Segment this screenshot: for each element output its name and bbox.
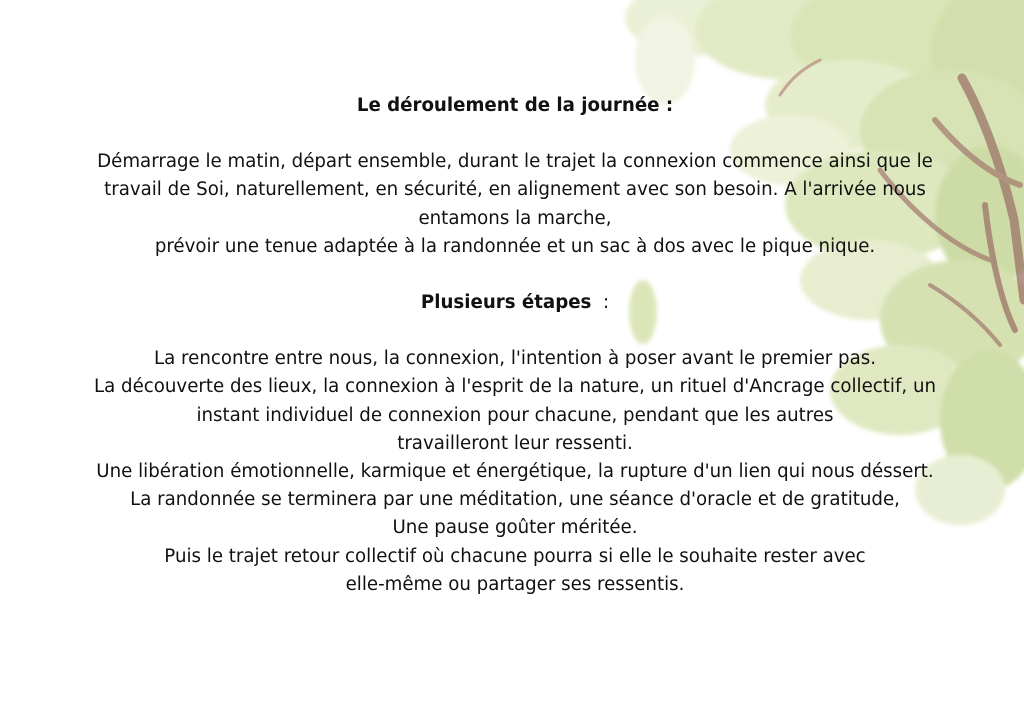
step-line: La rencontre entre nous, la connexion, l'intention à poser avant le premier pas. <box>154 348 876 370</box>
section-title-colon: : <box>659 95 674 116</box>
section-title-colon: : <box>591 292 610 314</box>
paragraph-line: travail de Soi, naturellement, en sécurité, en alignement avec son besoin. A l'arrivée nous <box>104 179 926 201</box>
step-line: elle-même ou partager ses ressentis. <box>345 573 685 595</box>
section-title-deroulement <box>60 92 970 120</box>
step-line: travailleront leur ressenti. <box>397 432 633 454</box>
section-title-text: Plusieurs étapes <box>420 292 592 314</box>
spacer <box>60 261 970 289</box>
spacer <box>60 120 970 148</box>
paragraph-line: Démarrage le matin, départ ensemble, durant le trajet la connexion commence ainsi que le <box>97 151 933 173</box>
section-title-etapes <box>60 289 970 317</box>
paragraph-line: prévoir une tenue adaptée à la randonnée et un sac à dos avec le pique nique. <box>154 235 876 257</box>
step-line: Une pause goûter méritée. <box>392 517 638 539</box>
step-line: La découverte des lieux, la connexion à l'esprit de la nature, un rituel d'Ancrage collectif, un <box>93 376 936 398</box>
section-title-text: Le déroulement de la journée <box>356 95 660 116</box>
spacer <box>60 317 970 345</box>
step-line: instant individuel de connexion pour chacune, pendant que les autres <box>196 404 834 426</box>
step-line: La randonnée se terminera par une méditation, une séance d'oracle et de gratitude, <box>130 489 900 511</box>
step-line: Puis le trajet retour collectif où chacune pourra si elle le souhaite rester avec <box>164 545 866 567</box>
document-body <box>60 92 970 599</box>
step-line: Une libération émotionnelle, karmique et énergétique, la rupture d'un lien qui nous déssert. <box>96 461 934 483</box>
paragraph-line: entamons la marche, <box>418 207 612 229</box>
